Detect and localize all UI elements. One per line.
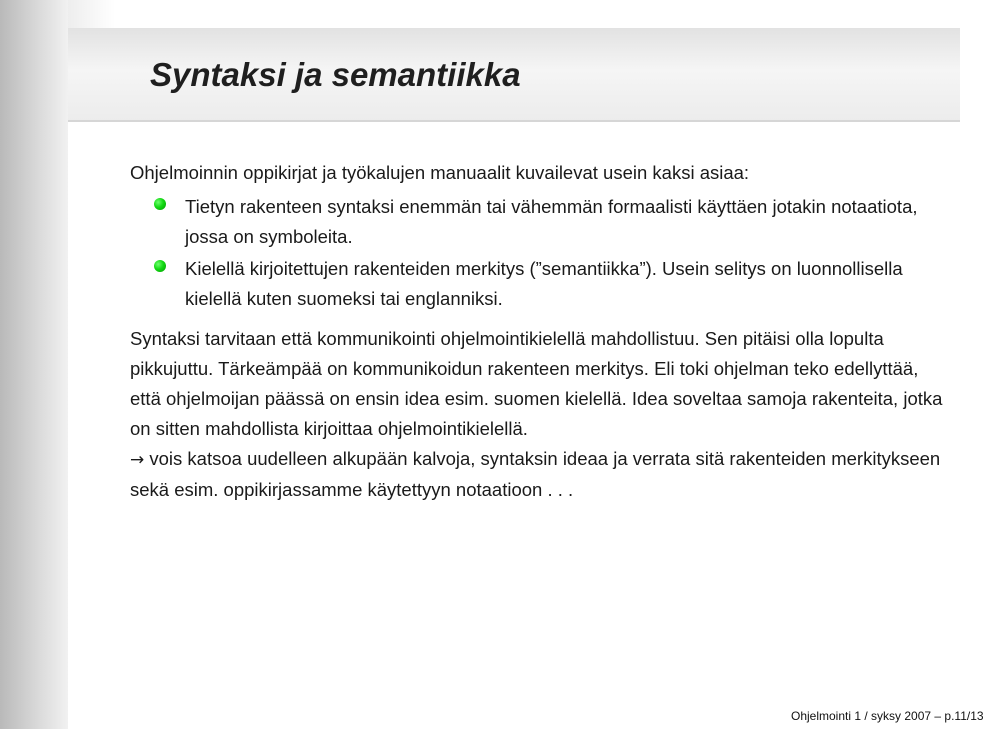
slide-footer: Ohjelmointi 1 / syksy 2007 – p.11/13 — [791, 709, 984, 723]
top-strip — [0, 0, 960, 28]
right-arrow-icon: → — [130, 450, 145, 470]
bullet-dot-icon — [154, 260, 166, 272]
bullet-item — [185, 254, 950, 314]
arrow-paragraph — [130, 444, 950, 505]
arrow-text: vois katsoa uudelleen alkupään kalvoja, syntaksin ideaa ja verrata sitä rakenteiden merkitykseen sekä esim. oppikirjassamme käytettyyn notaatioon . . . — [130, 448, 941, 500]
slide-title: Syntaksi ja semantiikka — [150, 56, 521, 93]
intro-text: Ohjelmoinnin oppikirjat ja työkalujen manuaalit kuvailevat usein kaksi asiaa: — [130, 162, 750, 183]
bullet-item — [185, 192, 950, 252]
bullet-text: Kielellä kirjoitettujen rakenteiden merkitys (”semantiikka”). Usein selitys on luonnollisella kielellä kuten suomeksi tai englanniksi. — [185, 258, 903, 309]
bullet-list — [130, 192, 950, 314]
bullet-text: Tietyn rakenteen syntaksi enemmän tai vähemmän formaalisti käyttäen jotakin notaatiota, jossa on symboleita. — [185, 196, 918, 247]
left-band — [0, 0, 68, 729]
bullet-dot-icon — [154, 198, 166, 210]
slide-content — [130, 158, 950, 505]
syntax-paragraph: Syntaksi tarvitaan että kommunikointi ohjelmointikielellä mahdollistuu. Sen pitäisi olla lopulta pikkujuttu. Tärkeämpää on kommunikoidun rakenteen merkitys. Eli toki ohjelman teko edellyttää, että ohjelmoijan päässä on ensin idea esim. suomen kielellä. Idea soveltaa samoja rakenteita, jotka on sitten mahdollista kirjoittaa ohjelmointikielellä. — [130, 328, 943, 439]
